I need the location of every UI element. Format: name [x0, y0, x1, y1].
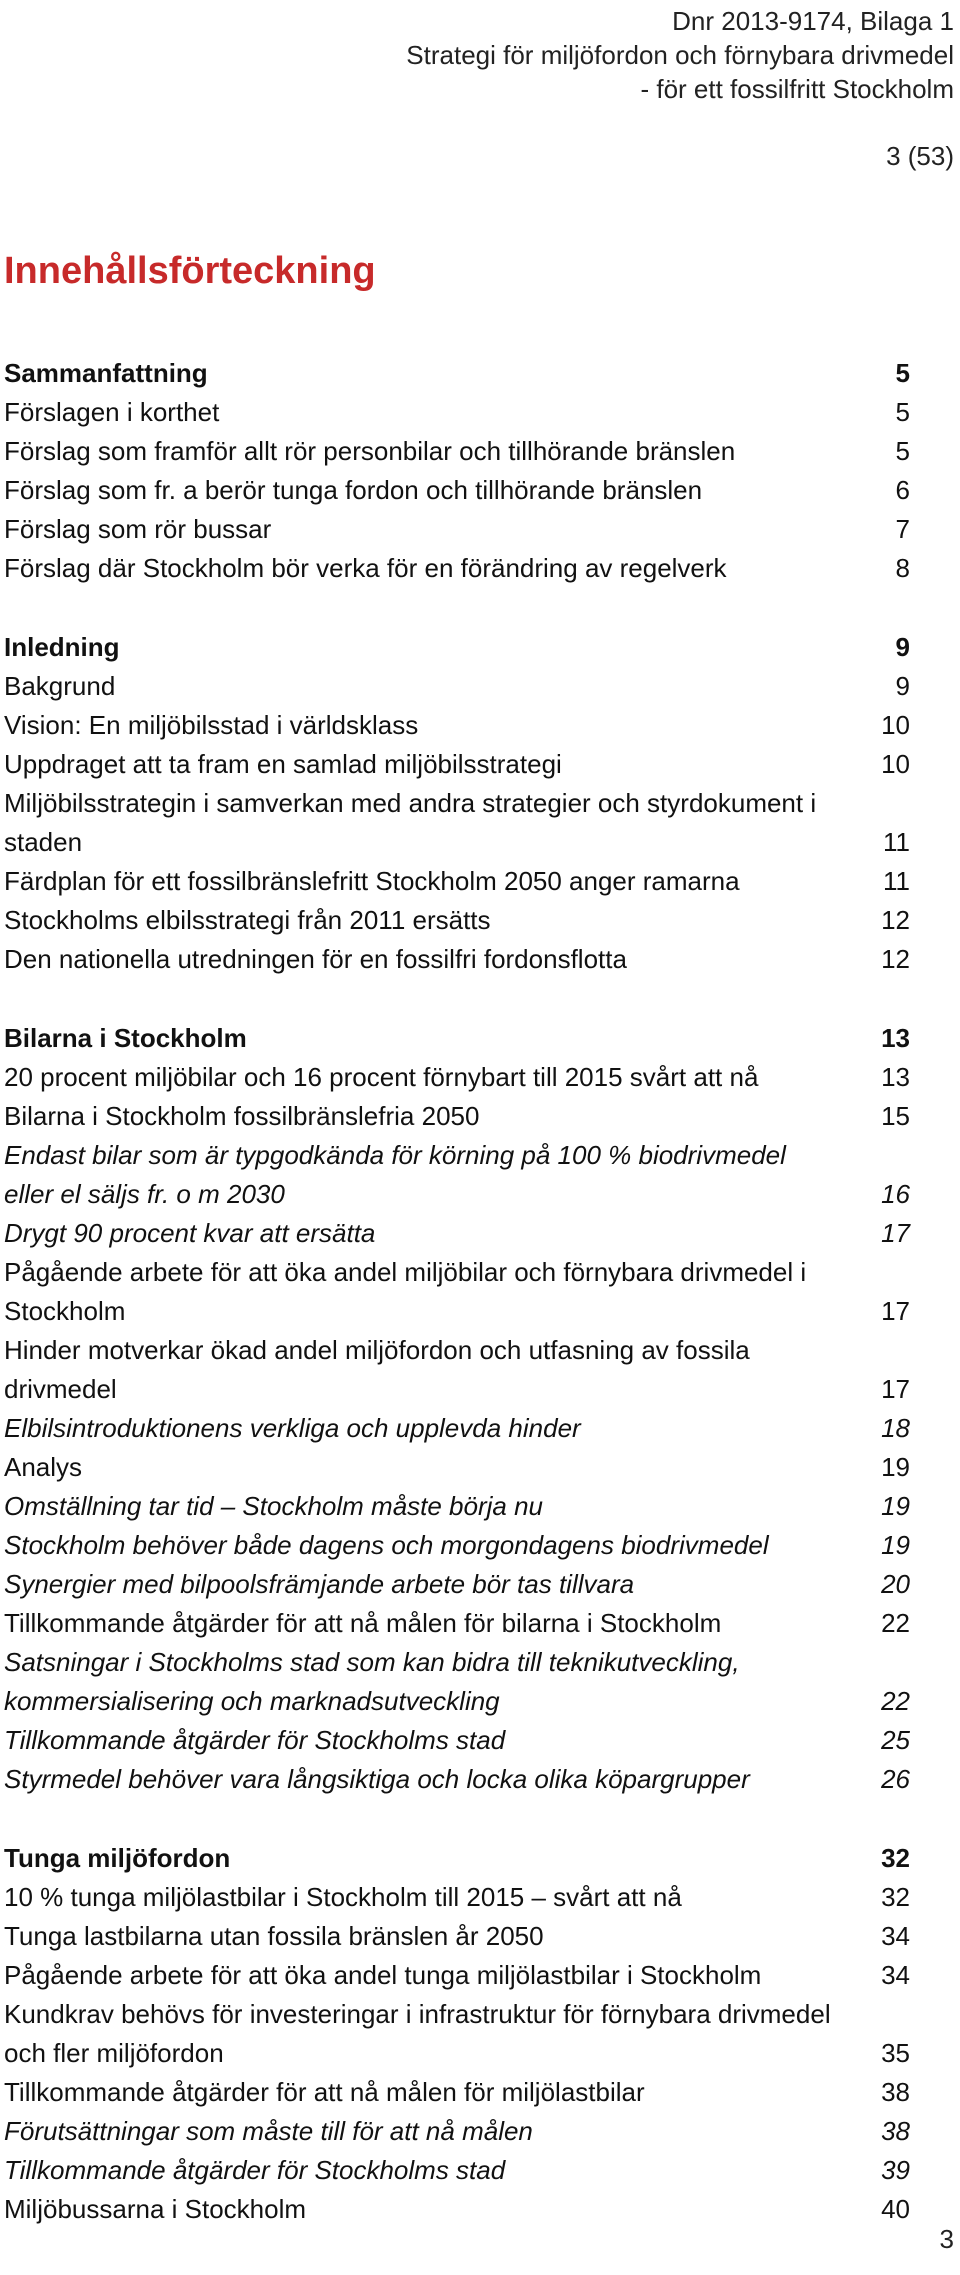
toc-entry-page: 13 — [881, 1062, 910, 1092]
toc-entry[interactable] — [4, 1565, 910, 1604]
toc-entry-page: 32 — [881, 1882, 910, 1912]
toc-heading[interactable] — [4, 1839, 910, 1878]
toc-entry[interactable] — [4, 1409, 910, 1448]
toc-entry-text: Omställning tar tid – Stockholm måste börja nu — [4, 1491, 544, 1521]
toc-entry-text: Uppdraget att ta fram en samlad miljöbilsstrategi — [4, 749, 562, 779]
toc-entry-page: 5 — [895, 358, 910, 388]
toc-entry-page: 34 — [881, 1921, 910, 1951]
toc-entry-page: 32 — [881, 1843, 910, 1873]
toc-entry-page: 6 — [895, 475, 910, 505]
toc-entry[interactable] — [4, 784, 910, 862]
toc-entry-text: Pågående arbete för att öka andel tunga miljölastbilar i Stockholm — [4, 1960, 762, 1990]
toc-heading[interactable] — [4, 628, 910, 667]
toc-entry[interactable] — [4, 393, 910, 432]
page-number: 3 (53) — [886, 141, 954, 171]
toc-entry-text: Förslag som rör bussar — [4, 514, 272, 544]
toc-entry-text: Tunga miljöfordon — [4, 1843, 231, 1873]
toc-entry[interactable] — [4, 1643, 910, 1721]
toc-entry[interactable] — [4, 1136, 910, 1214]
toc-entry-text: Pågående arbete för att öka andel miljöbilar och förnybara drivmedel i — [4, 1257, 807, 1287]
toc-entry[interactable] — [4, 2151, 910, 2190]
toc-title: Innehållsförteckning — [4, 250, 376, 292]
toc-entry-text: Förslag där Stockholm bör verka för en förändring av regelverk — [4, 553, 727, 583]
toc-entry-text: Inledning — [4, 632, 120, 662]
toc-entry-text: Tillkommande åtgärder för Stockholms stad — [4, 1725, 506, 1755]
toc-entry-page: 12 — [881, 944, 910, 974]
toc-entry-text: Analys — [4, 1452, 83, 1482]
header-dnr: Dnr 2013-9174, Bilaga 1 — [672, 6, 954, 36]
toc-entry[interactable] — [4, 1604, 910, 1643]
toc-entry-page: 35 — [881, 2038, 910, 2068]
footer-page-number: 3 — [939, 2224, 954, 2254]
toc-section — [4, 1019, 910, 1799]
toc-entry-page: 17 — [881, 1218, 910, 1248]
toc-entry[interactable] — [4, 1097, 910, 1136]
toc-entry-text-continued: drivmedel — [4, 1374, 117, 1404]
toc-entry-text: Miljöbussarna i Stockholm — [4, 2194, 307, 2224]
toc-entry[interactable] — [4, 745, 910, 784]
table-of-contents — [4, 354, 910, 2269]
toc-entry[interactable] — [4, 706, 910, 745]
toc-entry-text: Tillkommande åtgärder för att nå målen för bilarna i Stockholm — [4, 1608, 722, 1638]
toc-entry-text-continued: kommersialisering och marknadsutveckling — [4, 1686, 500, 1716]
toc-section — [4, 1839, 910, 2229]
toc-entry[interactable] — [4, 510, 910, 549]
toc-entry[interactable] — [4, 1956, 910, 1995]
toc-entry-page: 20 — [881, 1569, 910, 1599]
toc-entry[interactable] — [4, 1058, 910, 1097]
toc-entry-page: 7 — [895, 514, 910, 544]
toc-heading[interactable] — [4, 1019, 910, 1058]
toc-entry-page: 22 — [881, 1686, 910, 1716]
toc-entry-page: 25 — [881, 1725, 910, 1755]
toc-entry-page: 15 — [881, 1101, 910, 1131]
toc-entry[interactable] — [4, 2190, 910, 2229]
toc-entry-text-continued: och fler miljöfordon — [4, 2038, 224, 2068]
toc-entry-page: 9 — [895, 671, 910, 701]
toc-entry[interactable] — [4, 1253, 910, 1331]
toc-entry-text: 20 procent miljöbilar och 16 procent förnybart till 2015 svårt att nå — [4, 1062, 759, 1092]
toc-entry-text: Tillkommande åtgärder för att nå målen för miljölastbilar — [4, 2077, 645, 2107]
toc-entry[interactable] — [4, 1331, 910, 1409]
toc-entry[interactable] — [4, 667, 910, 706]
toc-entry-page: 19 — [881, 1491, 910, 1521]
toc-entry[interactable] — [4, 862, 910, 901]
toc-entry[interactable] — [4, 2112, 910, 2151]
toc-entry[interactable] — [4, 1878, 910, 1917]
toc-section — [4, 354, 910, 588]
toc-entry[interactable] — [4, 1448, 910, 1487]
toc-entry-text: Hinder motverkar ökad andel miljöfordon och utfasning av fossila — [4, 1335, 750, 1365]
toc-section — [4, 628, 910, 979]
toc-entry-page: 38 — [881, 2077, 910, 2107]
toc-entry-page: 5 — [895, 436, 910, 466]
toc-entry-text: Bilarna i Stockholm fossilbränslefria 2050 — [4, 1101, 480, 1131]
toc-entry-text: Bilarna i Stockholm — [4, 1023, 247, 1053]
toc-entry-text: Förslag som framför allt rör personbilar och tillhörande bränslen — [4, 436, 736, 466]
toc-entry-text: Den nationella utredningen för en fossilfri fordonsflotta — [4, 944, 627, 974]
toc-entry-text: Sammanfattning — [4, 358, 208, 388]
toc-entry-page: 8 — [895, 553, 910, 583]
toc-entry-page: 10 — [881, 749, 910, 779]
toc-entry-text: Kundkrav behövs för investeringar i infrastruktur för förnybara drivmedel — [4, 1999, 831, 2029]
toc-entry-page: 17 — [881, 1296, 910, 1326]
toc-entry-text: Miljöbilsstrategin i samverkan med andra strategier och styrdokument i — [4, 788, 817, 818]
toc-entry[interactable] — [4, 1917, 910, 1956]
toc-entry-text: Stockholms elbilsstrategi från 2011 ersätts — [4, 905, 491, 935]
toc-entry-page: 11 — [883, 827, 910, 857]
toc-entry-page: 11 — [883, 866, 910, 896]
toc-entry[interactable] — [4, 1760, 910, 1799]
toc-entry-page: 34 — [881, 1960, 910, 1990]
toc-entry-text: Vision: En miljöbilsstad i världsklass — [4, 710, 419, 740]
toc-entry-text: Förslag som fr. a berör tunga fordon och tillhörande bränslen — [4, 475, 703, 505]
toc-entry[interactable] — [4, 471, 910, 510]
toc-entry-text: Tillkommande åtgärder för Stockholms stad — [4, 2155, 506, 2185]
toc-entry-text: Färdplan för ett fossilbränslefritt Stockholm 2050 anger ramarna — [4, 866, 740, 896]
document-header — [406, 4, 954, 106]
toc-entry-text-continued: staden — [4, 827, 83, 857]
toc-entry-page: 26 — [881, 1764, 910, 1794]
toc-entry-page: 19 — [881, 1530, 910, 1560]
toc-entry-page: 38 — [881, 2116, 910, 2146]
header-strategy-title: Strategi för miljöfordon och förnybara drivmedel — [406, 40, 954, 70]
toc-entry-text: Elbilsintroduktionens verkliga och upplevda hinder — [4, 1413, 581, 1443]
toc-entry-text: 10 % tunga miljölastbilar i Stockholm till 2015 – svårt att nå — [4, 1882, 682, 1912]
toc-entry-page: 18 — [881, 1413, 910, 1443]
toc-entry-text: Tunga lastbilarna utan fossila bränslen år 2050 — [4, 1921, 544, 1951]
toc-entry-page: 39 — [881, 2155, 910, 2185]
toc-entry-page: 9 — [895, 632, 910, 662]
toc-entry[interactable] — [4, 2073, 910, 2112]
toc-entry-page: 5 — [895, 397, 910, 427]
toc-entry-text-continued: Stockholm — [4, 1296, 126, 1326]
toc-entry-page: 10 — [881, 710, 910, 740]
toc-entry-page: 13 — [881, 1023, 910, 1053]
toc-entry-page: 40 — [881, 2194, 910, 2224]
toc-entry-text: Förutsättningar som måste till för att nå målen — [4, 2116, 533, 2146]
toc-entry[interactable] — [4, 432, 910, 471]
toc-entry-text-continued: eller el säljs fr. o m 2030 — [4, 1179, 285, 1209]
header-subtitle: - för ett fossilfritt Stockholm — [640, 74, 954, 104]
toc-entry-page: 22 — [881, 1608, 910, 1638]
toc-entry-page: 16 — [881, 1179, 910, 1209]
toc-entry[interactable] — [4, 901, 910, 940]
toc-entry-text: Bakgrund — [4, 671, 116, 701]
toc-entry[interactable] — [4, 1214, 910, 1253]
toc-entry[interactable] — [4, 1526, 910, 1565]
toc-entry[interactable] — [4, 1721, 910, 1760]
toc-heading[interactable] — [4, 354, 910, 393]
toc-entry-text: Drygt 90 procent kvar att ersätta — [4, 1218, 376, 1248]
toc-entry-page: 12 — [881, 905, 910, 935]
toc-entry-page: 17 — [881, 1374, 910, 1404]
toc-entry-text: Synergier med bilpoolsfrämjande arbete bör tas tillvara — [4, 1569, 635, 1599]
toc-entry-page: 19 — [881, 1452, 910, 1482]
toc-entry-text: Stockholm behöver både dagens och morgondagens biodrivmedel — [4, 1530, 769, 1560]
toc-entry[interactable] — [4, 1995, 910, 2073]
toc-entry[interactable] — [4, 549, 910, 588]
toc-entry[interactable] — [4, 1487, 910, 1526]
toc-entry-text: Styrmedel behöver vara långsiktiga och locka olika köpargrupper — [4, 1764, 750, 1794]
toc-entry[interactable] — [4, 940, 910, 979]
toc-entry-text: Satsningar i Stockholms stad som kan bidra till teknikutveckling, — [4, 1647, 740, 1677]
toc-entry-text: Förslagen i korthet — [4, 397, 220, 427]
toc-entry-text: Endast bilar som är typgodkända för körning på 100 % biodrivmedel — [4, 1140, 786, 1170]
